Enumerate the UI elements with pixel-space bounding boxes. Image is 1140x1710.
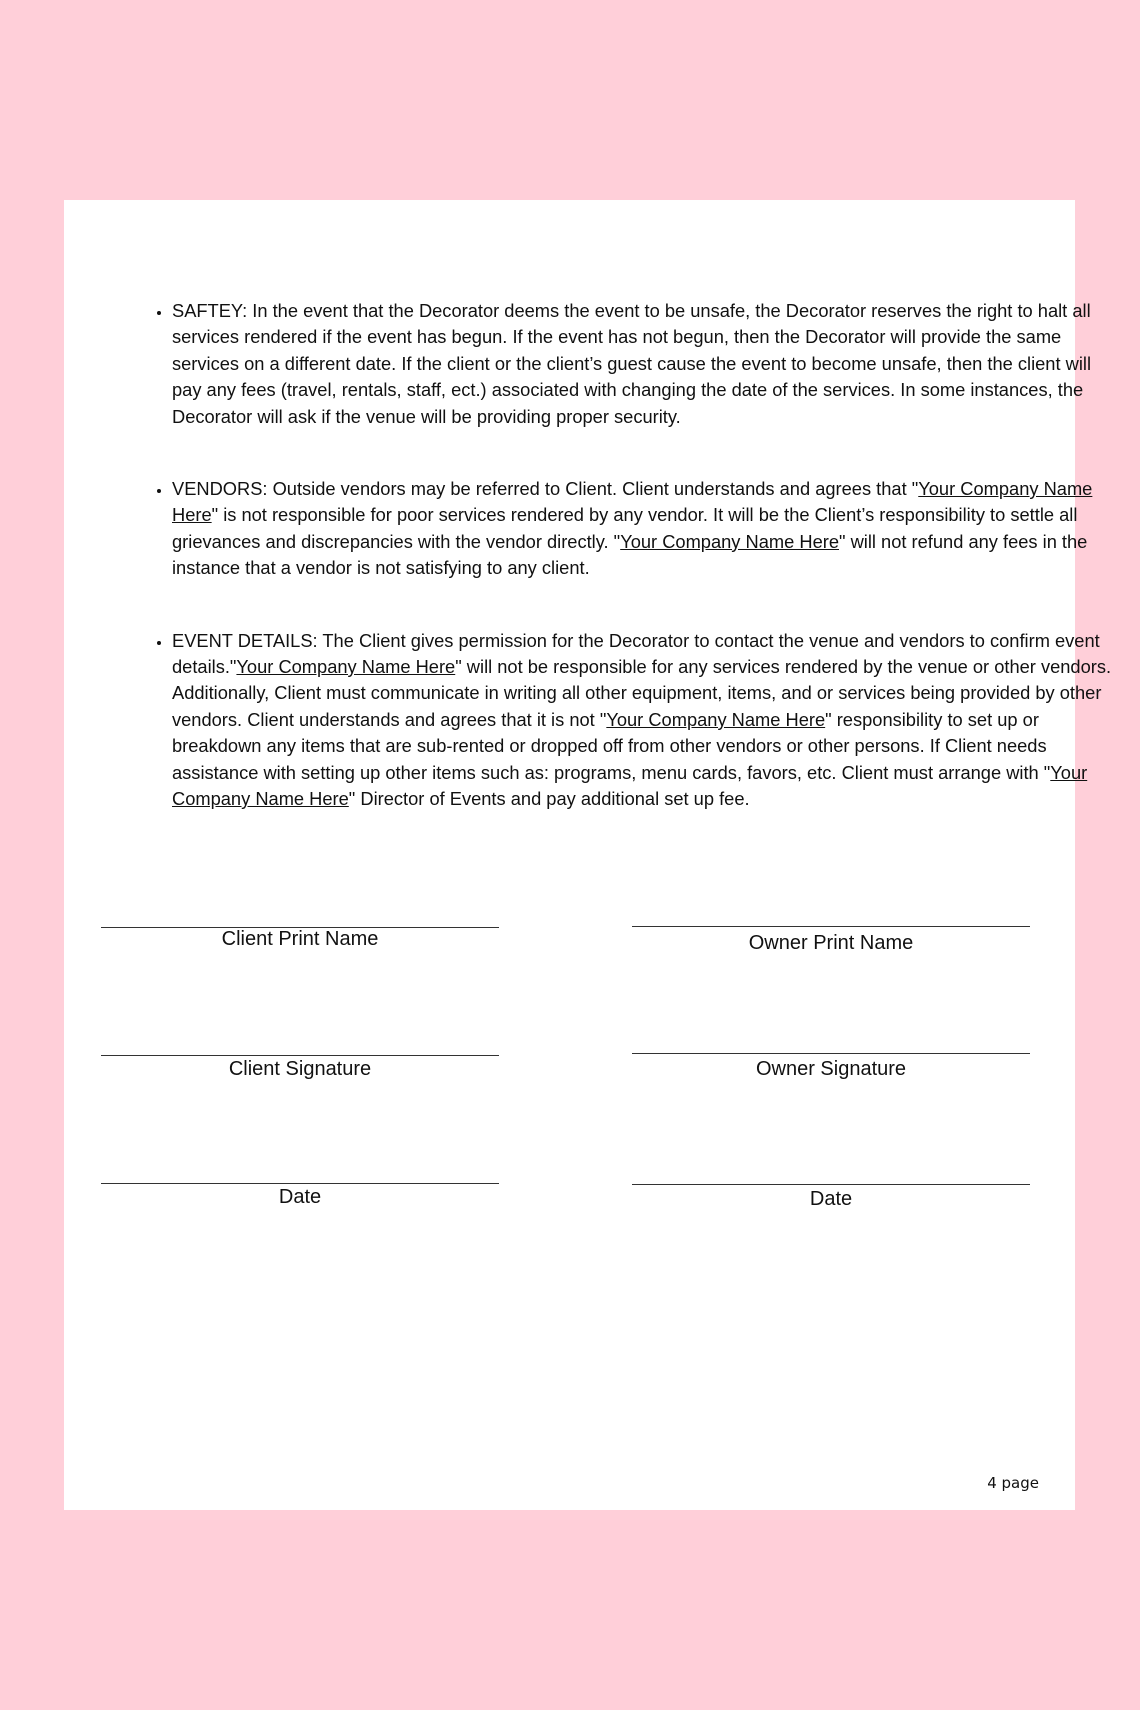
clause-text: EVENT DETAILS: The Client gives permission for the Decorator to contact the venue and vendors to confirm event details." — [172, 629, 1100, 678]
company-name-placeholder: Your Company Name Here — [606, 708, 826, 730]
company-name-placeholder: Your Company Name Here — [172, 761, 1088, 810]
clause-text: SAFTEY: In the event that the Decorator deems the event to be unsafe, the Decorator reserves the right to halt all services rendered if the event has begun. If the event has not begun, then the Decorator will provide the same services on a different date. If the client or the client’s guest cause the event to become unsafe, then the client will pay any fees (travel, rentals, staff, ect.) associated with changing the date of the services. In some instances, the Decorator will ask if the venue will be providing proper security. — [172, 300, 1092, 427]
company-name-placeholder: Your Company Name Here — [236, 656, 456, 678]
owner-date-line[interactable] — [632, 1184, 1030, 1185]
clause-text: " will not be responsible for any services rendered by the venue or other vendors. Additionally, Client must communicate in writing all other equipment, items, and or services being provided by other vendors. Client understands and agrees that it is not " — [172, 656, 1112, 730]
clause-text: " Director of Events and pay additional set up fee. — [348, 788, 750, 810]
page-number: 4 page — [987, 1474, 1039, 1492]
company-name-placeholder: Your Company Name Here — [620, 530, 839, 552]
clause-event-details — [172, 628, 1112, 813]
contract-clauses — [106, 298, 1112, 859]
owner-signature-line[interactable] — [632, 1053, 1030, 1054]
client-print-name-label: Client Print Name — [221, 928, 379, 950]
owner-print-name-line[interactable] — [632, 926, 1030, 927]
client-signature-line[interactable] — [101, 1055, 499, 1056]
clause-text: " is not responsible for poor services rendered by any vendor. It will be the Client’s responsibility to settle all grievances and discrepancies with the vendor directly. " — [172, 504, 1078, 552]
owner-date-label: Date — [809, 1188, 853, 1210]
clause-vendors — [172, 476, 1112, 582]
clause-safety — [172, 298, 1112, 430]
client-date-line[interactable] — [101, 1183, 499, 1184]
contract-page — [64, 200, 1112, 1510]
clause-text: " will not refund any fees in the instance that a vendor is not satisfying to any client. — [172, 530, 1088, 579]
clause-text: VENDORS: Outside vendors may be referred to Client. Client understands and agrees that " — [172, 478, 919, 500]
client-date-label: Date — [278, 1186, 322, 1208]
company-name-placeholder: Your Company Name Here — [172, 478, 1093, 526]
clause-text: " responsibility to set up or breakdown any items that are sub-rented or dropped off from other vendors or other persons. If Client needs assistance with setting up other items such as: programs, menu cards, favors, etc. Client must arrange with " — [172, 708, 1051, 783]
client-signature-label: Client Signature — [228, 1058, 372, 1080]
owner-signature-label: Owner Signature — [755, 1058, 907, 1080]
owner-print-name-label: Owner Print Name — [748, 932, 914, 954]
